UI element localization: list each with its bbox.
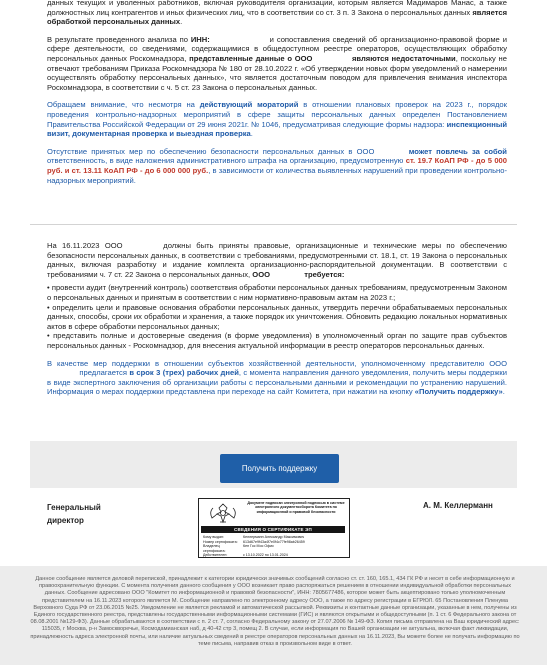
stamp-row: Владелец сертификата: Кеп Гос Мос Офис xyxy=(203,544,274,553)
divider xyxy=(30,224,517,225)
text: На 16.11.2023 ООО xyxy=(47,241,123,250)
letter-body xyxy=(47,0,507,193)
text: , в зависимости от количества выявленных нарушений при проведении контрольно-надзорных мероприятий. xyxy=(47,165,507,185)
inn-label: ИНН: xyxy=(190,34,210,44)
text-bold: действующий мораторий xyxy=(199,100,299,110)
text-bold: ООО xyxy=(252,269,271,279)
text: и сопоставления сведений об организационно-правовой форме и сфере деятельности, со сведениями, содержащимися в общедоступном реестре операторов, осуществляющих обработку персональных данных Роскомнадзора, xyxy=(47,34,507,63)
text-bold: в срок 3 (трех) рабочих дней xyxy=(129,368,239,378)
text: в отношении плановых проверок на 2023 г., порядок проведения контрольно-надзорных мероприятий в сфере защиты персональных данных определен Постановлением Правительства Российской Федерации от 29 июня 2021г. № 1046, предусматривая следующие формы надзора: xyxy=(47,100,507,129)
signatory-title xyxy=(47,501,101,527)
paragraph-analysis xyxy=(47,35,507,93)
text: предлагается xyxy=(79,368,127,378)
stamp-row: Номер сертификата: 613d67e9f43a4f7e0f4c77fe98ab26459 xyxy=(203,539,305,544)
text-bold: может повлечь за собой xyxy=(408,146,507,156)
paragraph-moratorium: Обращаем внимание, что несмотря на действующий мораторий в отношении плановых проверок на 2023 г., порядок проведения контрольно-надзорных мероприятий в сфере защиты персональных данных определен Постановлением Правительства Российской Федерации от 29 июня 2021г. № 1046, предусматривая следующие формы надзора: инспекционный визит, документарная проверка и выездная проверка. xyxy=(47,100,507,139)
cta-area xyxy=(30,441,517,488)
list-item: • определить цели и правовые основания обработки персональных данных, утвердить перечни обрабатываемых персональных данных, способы, сроки их обработки и хранения, а также порядок их уничтожения. Обновить редакцию локальных нормативных актов в сфере обработки персональных данных; xyxy=(47,302,507,331)
text-bold: являются недостаточными xyxy=(351,53,456,63)
text: ответственность, в виде наложения административного штрафа на организацию, предусмотренную xyxy=(47,156,404,166)
text-bold: инспекционный визит, документарная проверка и выездная проверка xyxy=(47,119,507,139)
text: данных текущих и уволенных работников, включая руководителя организации, которым является Мадимаров Манас, а также должностных лиц контрагентов и иных физических лиц, что в соответствии со ст. 3 п. 3 Закона о персональных данных xyxy=(47,0,507,17)
text: Обращаем внимание, что несмотря на xyxy=(47,100,195,110)
footer-disclaimer: Данное сообщение является деловой перепиской, принадлежит к категории юридически значимых сообщений согласно ст. ст. 160, 165.1, 434 ГК РФ и несет в себе информационную и правоохранительную функции. С момента получения данного сообщения у ООО возникает право распоряжаться решением в отношении индивидуальной обработки персональных данных. Сообщение адресовано ООО "Комитет по информационной и правовой безопасности", ИНН: 7805677486, которое может быть акцептировано только уполномоченным представителем на 16.11.2023 которого является М. Сообщение направлено по электронному адресу ООО, а также по адресу регистрации в ЕГРЮЛ. 65 Постановления Пленума Верховного Суда РФ от 23.06.2015 №25. Уведомление не является рекламой и автоматической рассылкой. Реквизиты и контактные данные организации, указанные в нем, получены из Единого государственного реестра, представлены государственными информационными системами (ГИС) и являются открытыми и общедоступными (п. 1 ст. 6 Федерального закона от 08.08.2001 №129-ФЗ). Данные обрабатываются в соответствии с п. 2 ст. 7, согласно Федеральному закону от 27.07.2006 № 149-ФЗ. Копия письма отправлена на Ваш юридический адрес: 115035, г Москва, р-н Замоскворечье, Космодамианская наб, д 40-42 стр 3, помещ 2. В случае, если информация по Вашей организации не актуальна, включая факт ликвидации, принадлежность адреса электронной почты, или наличие актуальных сведений в реестре операторов персональных данных на 16.11.2023, Вы можете более не получать информацию по теме письма, направив отказ в произвольном виде в ответ. xyxy=(30,576,520,647)
signatory-name: А. М. Келлерманн xyxy=(423,501,493,510)
text-bold: представленные данные о ООО xyxy=(189,53,313,63)
text: , поскольку не отвечают требованиям Приказа Роскомнадзора № 180 от 28.10.2022 г. «Об утверждении новых форм уведомлений о намерении осуществлять обработку персональных данных», что является достаточным поводом для привлечения внимания инспектора Роскомнадзора, в соответствии с ч. 5 ст. 23 Закона о персональных данных. xyxy=(47,53,507,92)
paragraph-requirements xyxy=(47,241,507,279)
text-bold: является обработкой персональных данных xyxy=(47,7,507,27)
paragraph-support: В качестве мер поддержки в отношении субъектов хозяйственной деятельности, уполномоченному представителю ООО предлагается в срок 3 (трех) рабочих дней, с момента направления данного уведомления, получить меры поддержки в виде экспертного заключения об организации работы с персональными данными и рекомендации по устранению нарушений. Информация о мерах поддержки представлена при переходе на сайт Комитета, при нажатии на кнопку «Получить поддержку». xyxy=(47,358,507,397)
text-bold: «Получить поддержку» xyxy=(414,387,503,397)
text-bold: требуется: xyxy=(304,269,345,279)
stamp-details xyxy=(203,535,345,558)
coat-of-arms-icon xyxy=(203,502,243,525)
text: В качестве мер поддержки в отношении субъектов хозяйственной деятельности, уполномоченному представителю ООО xyxy=(47,358,507,368)
stamp-row: Кому выдан: Келлерманн Александр Максимович xyxy=(203,535,305,539)
text: В результате проведенного анализа по xyxy=(47,34,188,44)
paragraph-liability xyxy=(47,147,507,185)
get-support-button[interactable]: Получить поддержку xyxy=(220,454,339,483)
e-signature-stamp xyxy=(198,498,350,558)
text: Отсутствие принятых мер по обеспечению безопасности персональных данных в ООО xyxy=(47,146,375,156)
title-line: Генеральный xyxy=(47,503,101,512)
list-item: • представить полные и достоверные сведения (в форме уведомления) в уполномоченный орган по защите прав субъектов персональных данных - Роскомнадзор, для внесения актуальной информации в реестр операторов персональных данных. xyxy=(47,331,507,350)
text: должны быть приняты правовые, организационные и технические меры по обеспечению безопасности персональных данных, в соответствии с требованиями, предусмотренными ст. 18.1, ст. 19 Закона о персональных данных, включая разработку и издание комплекта организационно-распорядительной документации. В соответствии с требованиями ч. 7 ст. 22 Закона о персональных данных, xyxy=(47,241,507,279)
paragraph-processing: данных текущих и уволенных работников, включая руководителя организации, которым является Мадимаров Манас, а также должностных лиц контрагентов и иных физических лиц, что в соответствии со ст. 3 п. 3 Закона о персональных данных является обработкой персональных данных. xyxy=(47,0,507,27)
text: , с момента направления данного уведомления, получить меры поддержки в виде экспертного заключения об организации работы с персональными данными и рекомендации по устранению нарушений. Информация о мерах поддержки представлена при переходе на сайт Комитета, при нажатии на кнопку xyxy=(47,368,507,397)
stamp-row: Действителен: с 13.10.2022 по 13.01.2024 xyxy=(203,553,288,558)
title-line: директор xyxy=(47,516,84,525)
stamp-title: СВЕДЕНИЯ О СЕРТИФИКАТЕ ЭП xyxy=(201,526,345,533)
legal-footer xyxy=(0,566,547,665)
letter-body-requirements xyxy=(47,241,507,405)
fine-amounts: ст. 19.7 КоАП РФ - до 5 000 руб. и ст. 13.11 КоАП РФ - до 6 000 000 руб. xyxy=(47,156,507,175)
stamp-header: Документ подписан электронной подписью в системе электронного документооборота Комитета по информационной и правовой безопасности xyxy=(247,501,345,514)
list-item: • провести аудит (внутренний контроль) соответствия обработки персональных данных требованиям, предусмотренным Законом о персональных данных и принятым в соответствии с ним нормативно-правовым актам на 2023 г.; xyxy=(47,283,507,302)
